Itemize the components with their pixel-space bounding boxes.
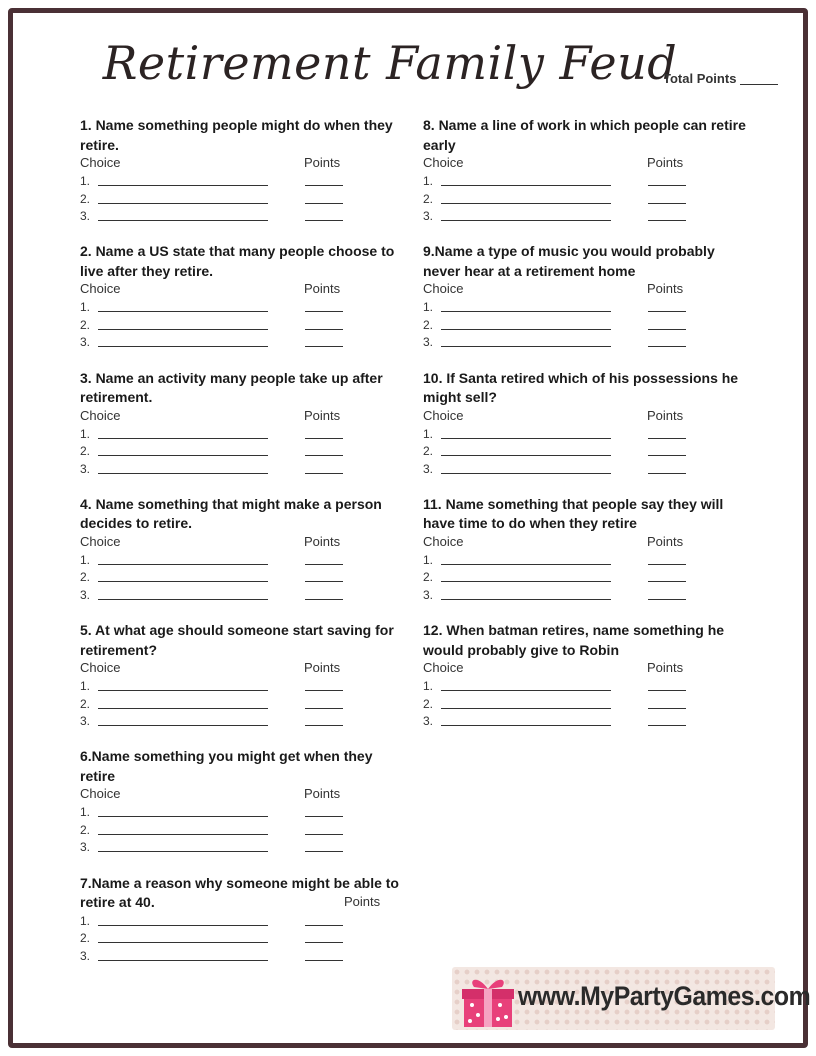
choice-blank[interactable] xyxy=(98,925,268,926)
answer-number: 3. xyxy=(80,209,91,223)
points-blank[interactable] xyxy=(648,311,686,312)
choice-blank[interactable] xyxy=(441,708,611,709)
points-label: Points xyxy=(647,155,684,170)
question-text: 3. Name an activity many people take up after retirement. xyxy=(80,369,383,406)
question-block xyxy=(80,242,410,368)
question-block xyxy=(423,242,753,368)
answer-row xyxy=(80,569,410,587)
page-title: Retirement Family Feud xyxy=(102,36,678,90)
choice-blank[interactable] xyxy=(98,329,268,330)
points-blank[interactable] xyxy=(648,725,686,726)
answer-row xyxy=(80,334,410,352)
answer-number: 3. xyxy=(423,335,434,350)
answer-number: 2. xyxy=(80,444,91,459)
answer-row xyxy=(80,822,410,840)
question-text: 4. Name something that might make a person decides to retire. xyxy=(80,495,382,532)
answer-number: 2. xyxy=(80,191,91,206)
answer-number: 3. xyxy=(423,714,434,729)
answer-header xyxy=(423,281,753,299)
points-blank[interactable] xyxy=(648,599,686,600)
answer-number: 3. xyxy=(80,335,91,350)
logo-text: www.MyPartyGames.com xyxy=(518,981,811,1011)
choice-blank[interactable] xyxy=(98,851,268,852)
question-block xyxy=(423,621,753,747)
choice-blank[interactable] xyxy=(441,473,611,474)
choice-label: Choice xyxy=(80,533,121,549)
question-block xyxy=(80,495,410,621)
question-block xyxy=(80,874,410,1000)
choice-blank[interactable] xyxy=(98,185,268,186)
answer-row xyxy=(423,713,753,731)
points-blank[interactable] xyxy=(305,834,343,835)
answer-row xyxy=(80,426,410,444)
site-logo[interactable] xyxy=(452,967,811,1030)
answer-number: 2. xyxy=(80,822,91,837)
answer-row xyxy=(80,678,410,696)
points-label: Points xyxy=(304,281,341,297)
answer-row xyxy=(80,443,410,461)
answer-row xyxy=(423,426,753,444)
answer-row xyxy=(80,839,410,857)
points-blank[interactable] xyxy=(648,185,686,186)
points-label: Points xyxy=(304,786,341,802)
answer-row xyxy=(423,678,753,696)
points-blank[interactable] xyxy=(648,329,686,330)
points-blank[interactable] xyxy=(648,220,686,221)
answer-row xyxy=(80,913,410,931)
question-block xyxy=(423,495,753,621)
choice-label: Choice xyxy=(423,407,464,423)
points-label: Points xyxy=(647,281,684,297)
points-label: Points xyxy=(304,155,341,170)
points-blank[interactable] xyxy=(648,346,686,347)
points-blank[interactable] xyxy=(305,438,343,439)
points-blank[interactable] xyxy=(648,581,686,582)
answer-header xyxy=(80,534,410,552)
choice-label: Choice xyxy=(423,281,464,297)
choice-label: Choice xyxy=(423,155,464,170)
answer-row xyxy=(423,552,753,570)
answer-row xyxy=(423,317,753,335)
points-blank[interactable] xyxy=(305,564,343,565)
choice-blank[interactable] xyxy=(98,346,268,347)
answer-row xyxy=(423,461,753,479)
choice-blank[interactable] xyxy=(441,438,611,439)
answer-number: 1. xyxy=(423,426,434,441)
answer-row xyxy=(80,461,410,479)
choice-blank[interactable] xyxy=(98,455,268,456)
answer-number: 2. xyxy=(80,570,91,585)
answer-number: 2. xyxy=(80,931,91,946)
answer-row xyxy=(80,299,410,317)
choice-blank[interactable] xyxy=(441,690,611,691)
question-block xyxy=(80,747,410,873)
answer-row xyxy=(80,552,410,570)
answer-number: 3. xyxy=(80,587,91,602)
points-blank[interactable] xyxy=(305,581,343,582)
points-label: Points xyxy=(344,893,381,909)
points-blank[interactable] xyxy=(305,690,343,691)
question-text: 9.Name a type of music you would probably never hear at a retirement home xyxy=(423,243,715,279)
answer-number: 3. xyxy=(80,461,91,476)
choice-blank[interactable] xyxy=(441,581,611,582)
points-blank[interactable] xyxy=(648,708,686,709)
answer-number: 1. xyxy=(80,174,91,188)
question-text: 11. Name something that people say they will have time to do when they retire xyxy=(423,495,724,532)
choice-blank[interactable] xyxy=(441,311,611,312)
question-block xyxy=(80,116,410,242)
answer-header xyxy=(80,786,410,804)
points-blank[interactable] xyxy=(648,455,686,456)
answer-header xyxy=(423,660,753,678)
choice-blank[interactable] xyxy=(98,599,268,600)
answer-row xyxy=(423,299,753,317)
answer-row xyxy=(80,191,410,209)
points-blank[interactable] xyxy=(648,203,686,204)
choice-label: Choice xyxy=(80,407,121,423)
points-blank[interactable] xyxy=(305,925,343,926)
answer-header xyxy=(423,408,753,426)
answer-number: 2. xyxy=(423,570,434,585)
answer-header xyxy=(423,155,753,173)
choice-blank[interactable] xyxy=(441,455,611,456)
choice-label: Choice xyxy=(423,533,464,549)
answer-number: 1. xyxy=(80,552,91,567)
answer-header xyxy=(80,660,410,678)
choice-blank[interactable] xyxy=(441,564,611,565)
question-block xyxy=(80,621,410,747)
answer-number: 1. xyxy=(80,426,91,441)
choice-blank[interactable] xyxy=(98,834,268,835)
answer-number: 2. xyxy=(423,191,434,206)
answer-number: 3. xyxy=(423,587,434,602)
answer-row xyxy=(423,587,753,605)
answer-row xyxy=(423,208,753,226)
points-blank[interactable] xyxy=(305,329,343,330)
answer-number: 3. xyxy=(80,714,91,729)
answer-row xyxy=(423,173,753,191)
question-text: 8. Name a line of work in which people can retire early xyxy=(423,117,746,153)
choice-blank[interactable] xyxy=(98,220,268,221)
answer-number: 1. xyxy=(423,174,434,188)
answer-number: 1. xyxy=(423,679,434,694)
choice-blank[interactable] xyxy=(98,581,268,582)
question-text: 2. Name a US state that many people choose to live after they retire. xyxy=(80,243,395,279)
choice-blank[interactable] xyxy=(98,473,268,474)
total-points-label: Total Points xyxy=(663,71,737,86)
answer-row xyxy=(423,569,753,587)
answer-header xyxy=(80,408,410,426)
choice-blank[interactable] xyxy=(98,942,268,943)
answer-row xyxy=(423,334,753,352)
answer-row xyxy=(80,208,410,226)
total-points-blank[interactable] xyxy=(740,84,778,85)
answer-row xyxy=(80,804,410,822)
answer-header xyxy=(80,281,410,299)
choice-blank[interactable] xyxy=(98,690,268,691)
choice-blank[interactable] xyxy=(441,203,611,204)
choice-blank[interactable] xyxy=(441,220,611,221)
question-text: 6.Name something you might get when they retire xyxy=(80,748,373,784)
choice-label: Choice xyxy=(80,786,121,802)
question-block xyxy=(423,369,753,495)
answer-row xyxy=(80,713,410,731)
answer-number: 3. xyxy=(80,948,91,963)
question-text: 10. If Santa retired which of his possessions he might sell? xyxy=(423,369,739,406)
answer-row xyxy=(423,696,753,714)
answer-row xyxy=(423,191,753,209)
answer-number: 2. xyxy=(423,317,434,332)
answer-row xyxy=(80,696,410,714)
question-block xyxy=(423,116,753,242)
answer-row xyxy=(80,317,410,335)
points-label: Points xyxy=(304,533,341,549)
answer-number: 1. xyxy=(80,300,91,315)
choice-blank[interactable] xyxy=(441,329,611,330)
choice-label: Choice xyxy=(80,281,121,297)
answer-header xyxy=(423,534,753,552)
points-blank[interactable] xyxy=(305,725,343,726)
answer-number: 2. xyxy=(80,317,91,332)
answer-row xyxy=(80,587,410,605)
points-label: Points xyxy=(647,660,684,676)
answer-row xyxy=(80,948,410,966)
answer-number: 1. xyxy=(80,913,91,928)
answer-number: 3. xyxy=(423,209,434,223)
choice-blank[interactable] xyxy=(98,311,268,312)
answer-number: 1. xyxy=(80,679,91,694)
answer-number: 3. xyxy=(80,840,91,855)
gift-icon xyxy=(460,973,516,1029)
question-text: 7.Name a reason why someone might be able to retire at 40. xyxy=(80,874,399,911)
answer-number: 2. xyxy=(80,696,91,711)
choice-blank[interactable] xyxy=(441,185,611,186)
answer-number: 2. xyxy=(423,696,434,711)
left-column xyxy=(80,116,410,1000)
answer-row xyxy=(423,443,753,461)
answer-number: 2. xyxy=(423,444,434,459)
question-text: 5. At what age should someone start saving for retirement? xyxy=(80,622,394,658)
total-points xyxy=(663,71,778,86)
question-text: 1. Name something people might do when they retire. xyxy=(80,117,393,153)
answer-header xyxy=(80,155,410,173)
answer-number: 1. xyxy=(80,805,91,820)
points-blank[interactable] xyxy=(305,708,343,709)
points-blank[interactable] xyxy=(648,438,686,439)
points-label: Points xyxy=(304,660,341,676)
answer-row xyxy=(80,173,410,191)
points-blank[interactable] xyxy=(305,455,343,456)
points-blank[interactable] xyxy=(305,942,343,943)
choice-label: Choice xyxy=(80,660,121,676)
choice-blank[interactable] xyxy=(98,564,268,565)
choice-blank[interactable] xyxy=(98,816,268,817)
question-text: 12. When batman retires, name something he would probably give to Robin xyxy=(423,622,725,658)
answer-number: 1. xyxy=(423,552,434,567)
points-blank[interactable] xyxy=(648,473,686,474)
points-blank[interactable] xyxy=(648,564,686,565)
points-blank[interactable] xyxy=(305,346,343,347)
answer-row xyxy=(80,930,410,948)
choice-label: Choice xyxy=(80,155,121,170)
points-blank[interactable] xyxy=(305,311,343,312)
answer-number: 3. xyxy=(423,461,434,476)
points-blank[interactable] xyxy=(305,851,343,852)
choice-blank[interactable] xyxy=(98,438,268,439)
choice-blank[interactable] xyxy=(441,346,611,347)
choice-blank[interactable] xyxy=(98,708,268,709)
choice-blank[interactable] xyxy=(441,725,611,726)
points-label: Points xyxy=(304,407,341,423)
points-blank[interactable] xyxy=(305,816,343,817)
points-label: Points xyxy=(647,407,684,423)
points-blank[interactable] xyxy=(305,599,343,600)
choice-label: Choice xyxy=(423,660,464,676)
points-blank[interactable] xyxy=(648,690,686,691)
choice-blank[interactable] xyxy=(98,960,268,961)
points-label: Points xyxy=(647,533,684,549)
choice-blank[interactable] xyxy=(98,203,268,204)
points-blank[interactable] xyxy=(305,960,343,961)
question-block xyxy=(80,369,410,495)
choice-blank[interactable] xyxy=(441,599,611,600)
points-blank[interactable] xyxy=(305,220,343,221)
points-blank[interactable] xyxy=(305,203,343,204)
answer-number: 1. xyxy=(423,300,434,315)
points-blank[interactable] xyxy=(305,185,343,186)
points-blank[interactable] xyxy=(305,473,343,474)
choice-blank[interactable] xyxy=(98,725,268,726)
right-column xyxy=(423,116,753,747)
